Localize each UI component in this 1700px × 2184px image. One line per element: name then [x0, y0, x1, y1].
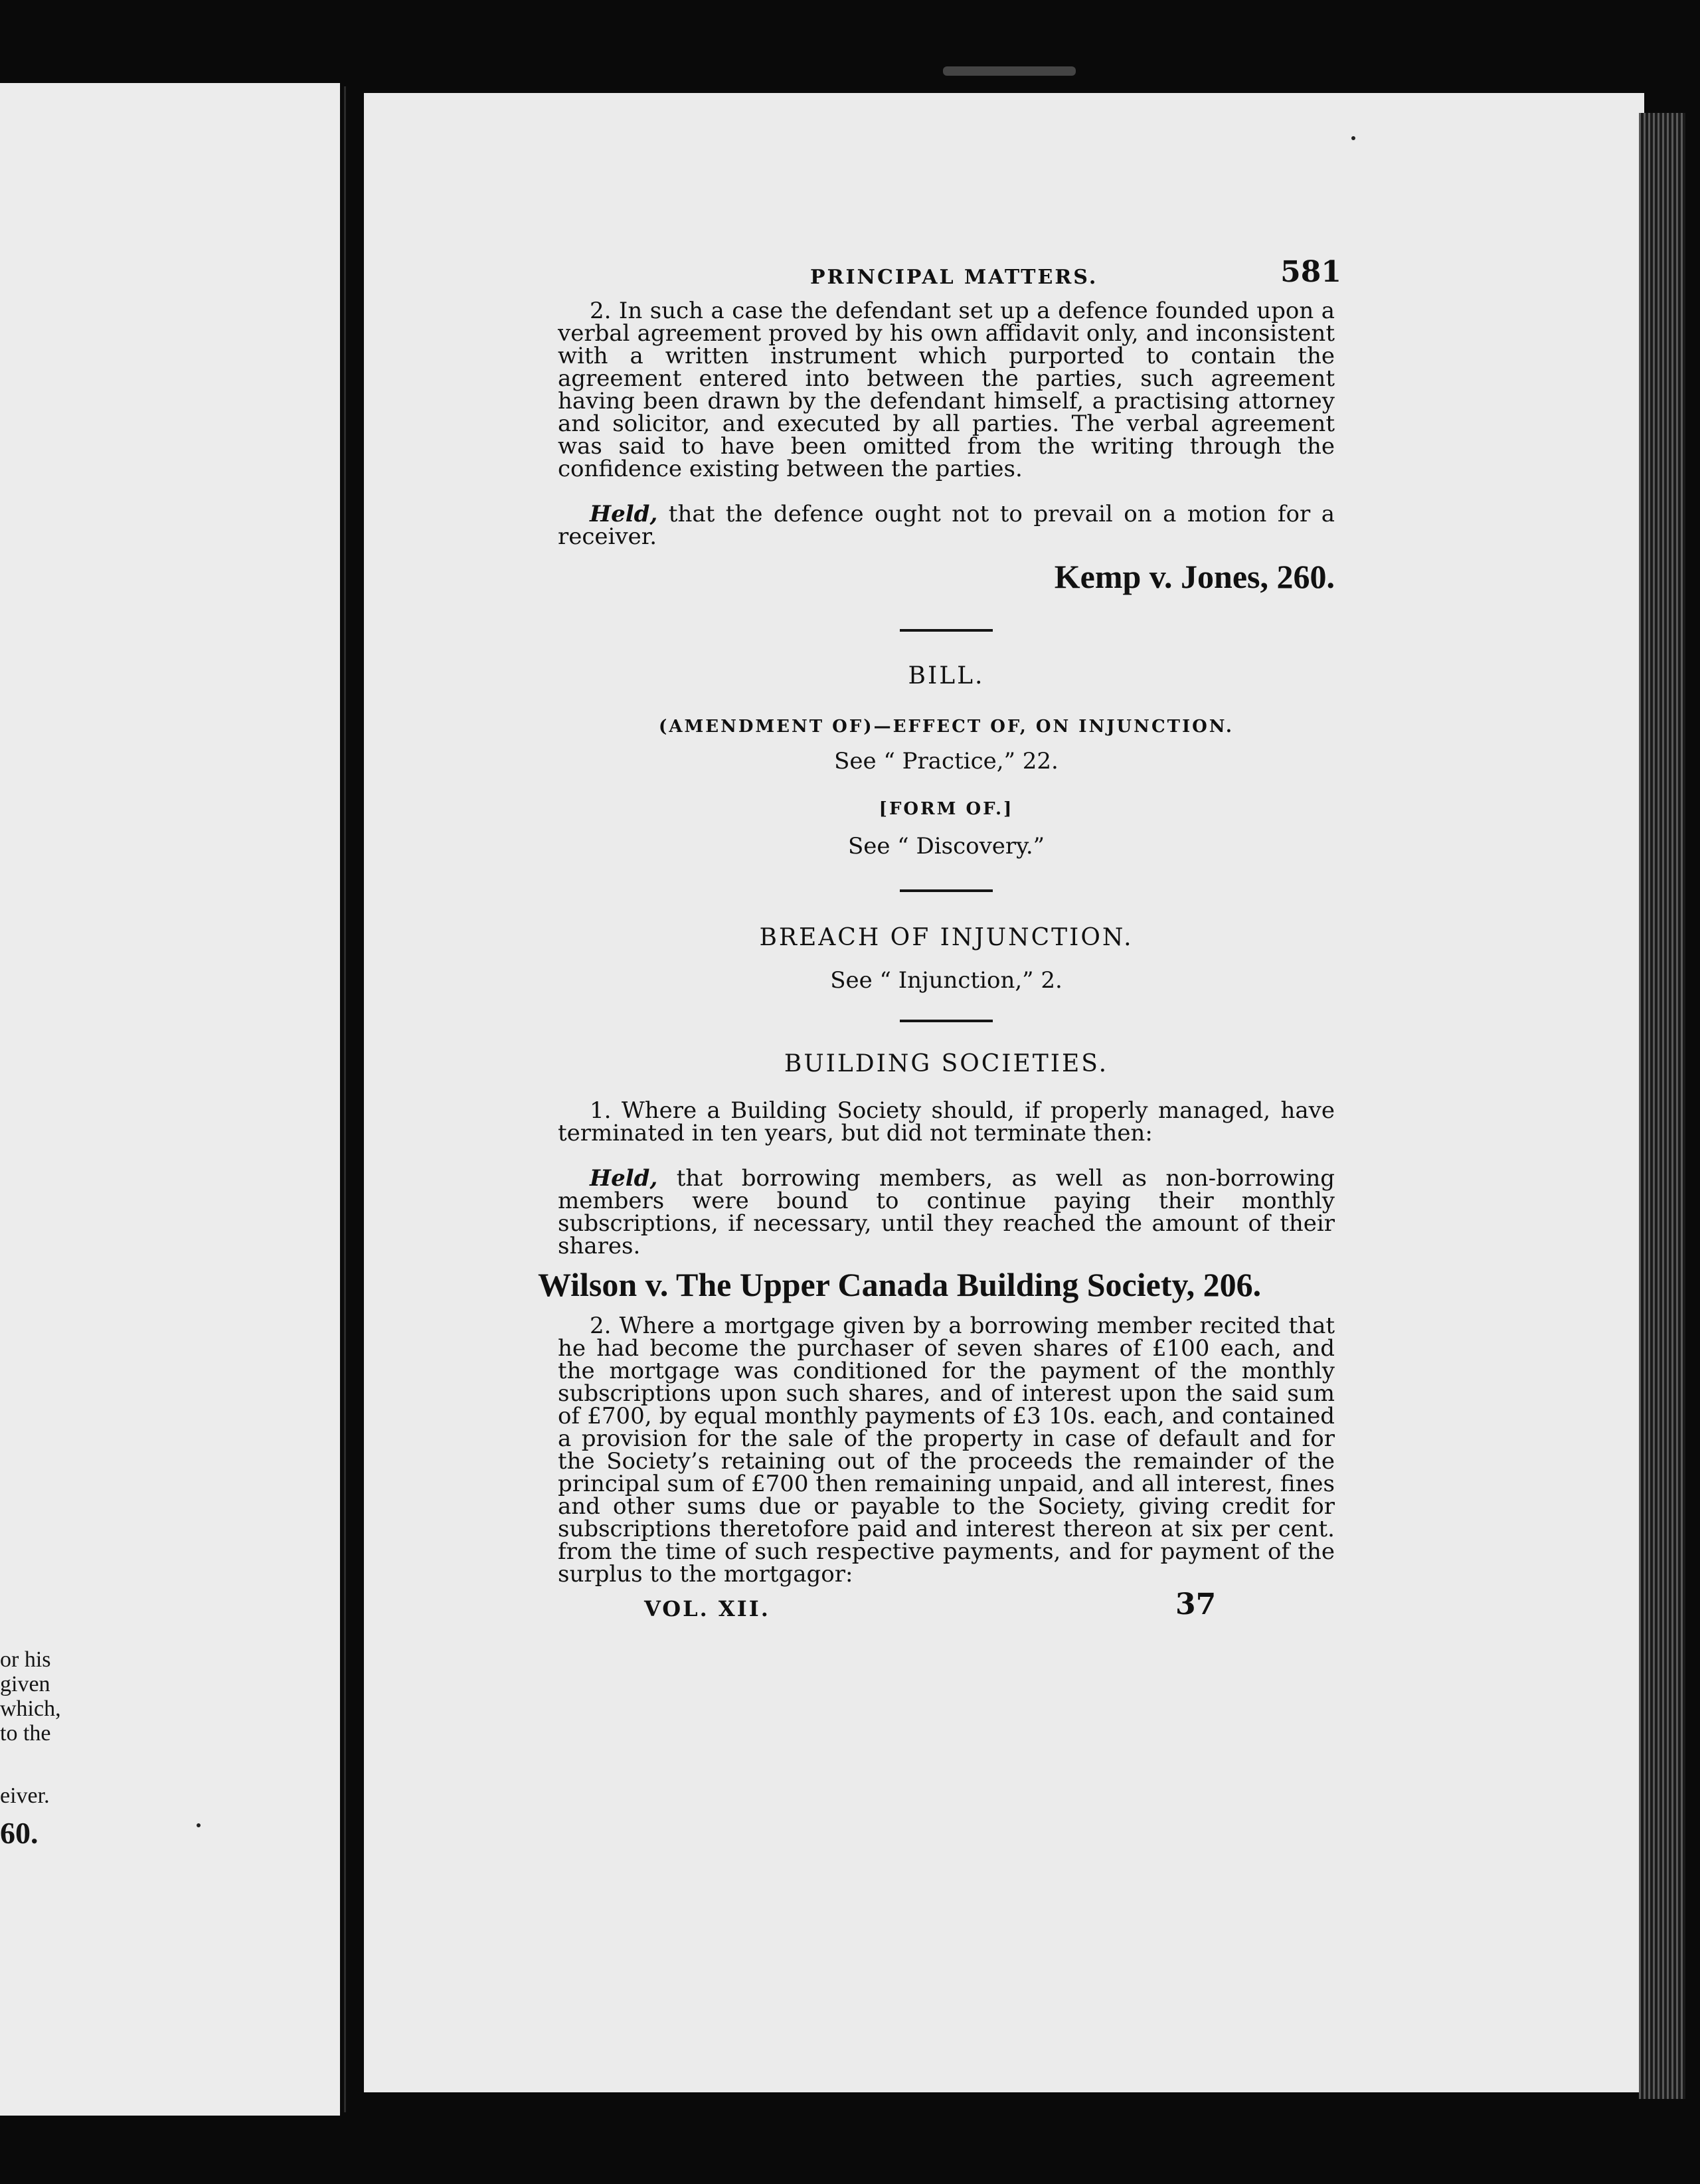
- left-fragment-line: which,: [0, 1696, 61, 1721]
- held-label: Held,: [590, 1165, 658, 1192]
- heading-bill: BILL.: [908, 662, 985, 689]
- held-label: Held,: [590, 501, 658, 527]
- volume-label: VOL. XII.: [644, 1596, 770, 1621]
- left-page-fragment: [0, 1647, 61, 1746]
- page-content: [538, 255, 1341, 1633]
- page-edges: [1639, 113, 1685, 2099]
- left-fragment-line: or his: [0, 1647, 51, 1672]
- cross-reference: See “ Discovery.”: [847, 833, 1045, 860]
- paragraph-building-2: 2. Where a mortgage given by a borrowing member recited that he had become the purchaser of seven shares of £100 each, and the mortgage was conditioned for the payment of the monthly subscriptions upon such shares, and of interest upon the said sum of £700, by equal monthly payments of £3 10s. each, and contained a provision for the sale of the property in case of default and for the Society’s retaining out of the proceeds the remainder of the principal sum of £700 then remaining unpaid, and all interest, fines and other sums due or payable to the Society, giving credit for subscriptions theretofore paid and interest thereon at six per cent. from the time of such respective payments, and for payment of the surplus to the mortgagor:: [558, 1313, 1335, 1588]
- scan-smudge: [943, 66, 1076, 76]
- subheading-amendment: (AMENDMENT OF)—EFFECT OF, ON INJUNCTION.: [659, 717, 1234, 737]
- section-divider: [900, 889, 993, 892]
- case-citation: Wilson v. The Upper Canada Building Society, 206.: [538, 1266, 1262, 1303]
- signature-mark: 37: [1175, 1588, 1217, 1621]
- held-text: that the defence ought not to prevail on a motion for a receiver.: [558, 501, 1335, 550]
- held-paragraph: [558, 1167, 1335, 1257]
- scan-speck: [1351, 136, 1355, 140]
- paragraph-defence: 2. In such a case the defendant set up a defence founded upon a verbal agreement proved by his own affidavit only, and inconsistent with a written instrument which purported to contain the agreement entered into between the parties, such agreement having been drawn by the defendant himself, a practising attorney and solicitor, and executed by all parties. The verbal agreement was said to have been omitted from the writing through the confidence existing between the parties.: [558, 298, 1335, 482]
- paragraph-building-1: 1. Where a Building Society should, if properly managed, have terminated in ten years, but did not terminate then:: [558, 1097, 1335, 1146]
- left-fragment-receiver: eiver.: [0, 1783, 50, 1808]
- held-text: that borrowing members, as well as non-borrowing members were bound to continue paying their monthly subscriptions, if necessary, until they reached the amount of their shares.: [558, 1165, 1335, 1259]
- page-number: 581: [1280, 255, 1341, 289]
- section-divider: [900, 629, 993, 632]
- held-paragraph: [558, 503, 1335, 548]
- scan-speck: [197, 1823, 201, 1827]
- left-fragment-line: to the: [0, 1721, 51, 1746]
- case-citation: Kemp v. Jones, 260.: [1054, 558, 1335, 595]
- page-footer: [558, 1588, 1335, 1633]
- left-fragment-line: given: [0, 1672, 50, 1696]
- heading-breach: BREACH OF INJUNCTION.: [759, 924, 1134, 951]
- running-head: [558, 255, 1341, 296]
- left-fragment-number: 60.: [0, 1816, 39, 1850]
- section-divider: [900, 1020, 993, 1022]
- left-facing-page: [0, 83, 340, 2116]
- cross-reference: See “ Injunction,” 2.: [830, 967, 1062, 994]
- subheading-form: [FORM OF.]: [879, 799, 1014, 819]
- binding-gutter: [344, 86, 346, 2112]
- running-head-title: PRINCIPAL MATTERS.: [810, 266, 1098, 289]
- heading-building-societies: BUILDING SOCIETIES.: [784, 1050, 1109, 1077]
- cross-reference: See “ Practice,” 22.: [834, 748, 1059, 774]
